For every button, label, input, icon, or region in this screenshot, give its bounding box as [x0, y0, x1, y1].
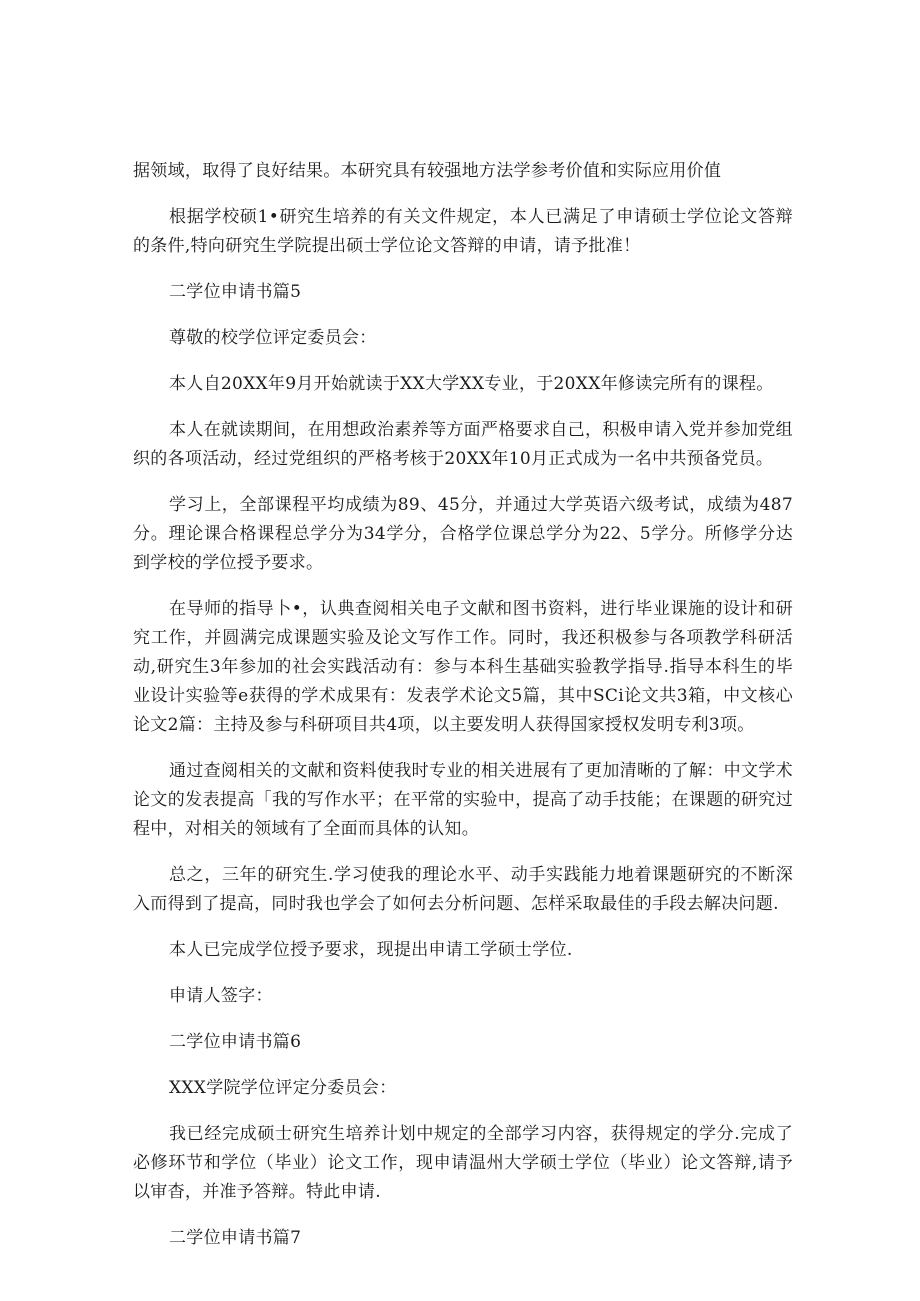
paragraph-application-statement: 根据学校硕1•研究生培养的有关文件规定，本人已满足了申请硕士学位论文答辩的条件,特向研究生学院提出硕士学位论文答辩的申请，请予批准！: [133, 207, 793, 256]
paragraph-completion: 我已经完成硕士研究生培养计划中规定的全部学习内容，获得规定的学分.完成了必修环节和学位（毕业）论文工作，现申请温州大学硕士学位（毕业）论文答辩,请予以审杳，并准予答辩。特此申请.: [133, 1124, 793, 1202]
paragraph-research: 在导师的指导卜•，认典查阅相关电子文献和图书资料，进行毕业课施的设计和研究工作，并圆满完成课题实验及论文写作工作。同时，我还积极参与各项教学科研活动,研究生3年参加的社会实践活动有：参与本科生基础实验教学指导.指导本科生的毕业设计实验等e获得的学术成果有：发表学术论文5篇，其中SCi论文共3箱，中文核心论文2篇：主持及参与科研项目共4项，以主要发明人获得国家授权发明专利3项。: [133, 599, 793, 735]
document-body: [133, 157, 793, 1270]
signature-line: 申请人签字：: [169, 986, 273, 1006]
section-heading-7: 二学位申请书篇7: [169, 1228, 302, 1248]
paragraph-summary: 总之，三年的研究生.学习使我的理论水平、动手实践能力地着课题研究的不断深入而得到了提高，同时我也学会了如何去分析问题、怎样采取最佳的手段去解决问题.: [133, 865, 793, 914]
salutation: 尊敬的校学位评定委员会：: [169, 328, 377, 348]
paragraph-literature: 通过查阅相关的文献和资料使我时专业的相关进展有了更加清晰的了解：中文学术论文的发表提高「我的写作水平；在平常的实验中，提高了动手技能；在课题的研究过程中，对相关的领域有了全面而具体的认知。: [133, 761, 793, 839]
paragraph-request: 本人已完成学位授予要求，现提出申请工学硕士学位.: [169, 940, 573, 960]
paragraph-continuation: 据领域，取得了良好结果。本研究具有较强地方法学参考价值和实际应用价值: [133, 161, 722, 181]
section-heading-6: 二学位申请书篇6: [169, 1032, 302, 1052]
paragraph-political: 本人在就读期间，在用想政治素养等方面严格要求自己，积极申请入党并参加党组织的各项活动，经过党组织的严格考核于20XX年10月正式成为一名中共预备党员。: [133, 420, 793, 469]
section-heading-5: 二学位申请书篇5: [169, 282, 302, 302]
salutation-committee: XXX学院学位评定分委员会：: [169, 1078, 397, 1098]
paragraph-enrollment: 本人自20XX年9月开始就读于XX大学XX专业，于20XX年修读完所有的课程。: [169, 374, 774, 394]
paragraph-study: 学习上，全部课程平均成绩为89、45分，并通过大学英语六级考试，成绩为487分。理论课合格课程总学分为34学分，合格学位课总学分为22、5学分。所修学分达到学校的学位授予要求。: [133, 495, 793, 573]
